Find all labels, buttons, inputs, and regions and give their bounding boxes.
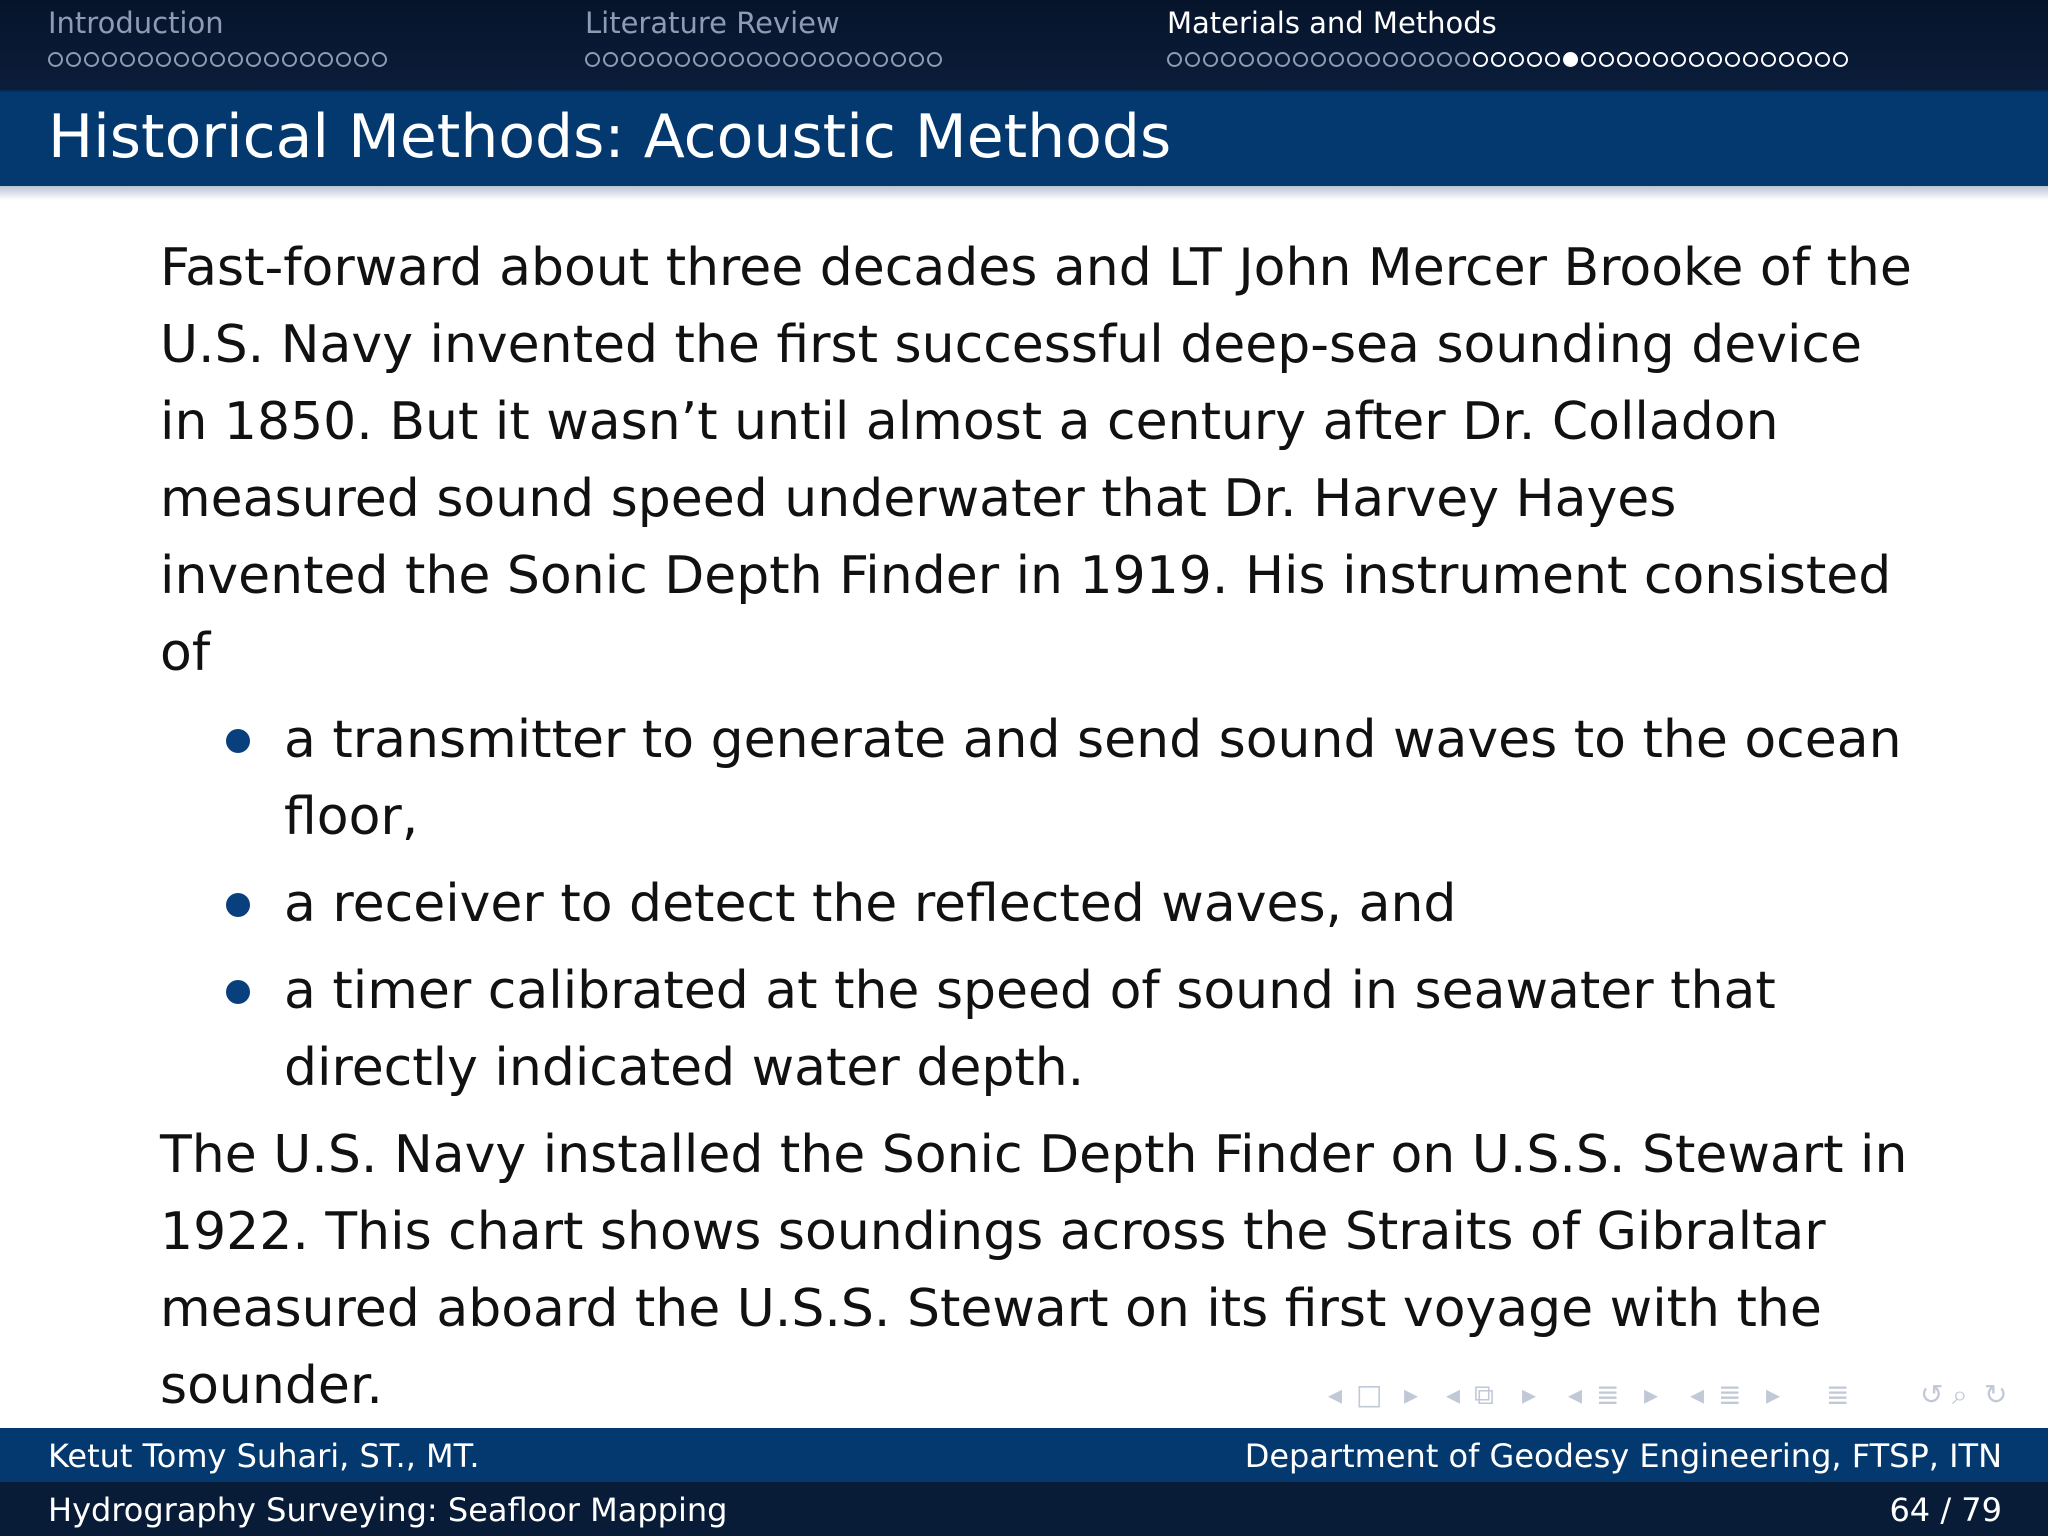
- frame-dot-icon[interactable]: [1167, 52, 1182, 67]
- forward-icon[interactable]: ↻: [1984, 1378, 2008, 1411]
- frame-dot-icon[interactable]: [1725, 52, 1740, 67]
- frame-dot-icon[interactable]: [1599, 52, 1614, 67]
- frame-dot-icon[interactable]: [174, 52, 189, 67]
- frame-dot-icon[interactable]: [1671, 52, 1686, 67]
- bullet-icon: [226, 893, 250, 917]
- frame-dot-icon[interactable]: [336, 52, 351, 67]
- footer-upper-bar: [0, 1428, 2048, 1482]
- frame-dot-icon[interactable]: [1509, 52, 1524, 67]
- frame-dot-icon[interactable]: [621, 52, 636, 67]
- frame-dot-icon[interactable]: [1185, 52, 1200, 67]
- frame-dot-icon[interactable]: [1455, 52, 1470, 67]
- frame-title-bar: [0, 90, 2048, 186]
- section-prev-icon[interactable]: ◂: [1568, 1378, 1583, 1411]
- frame-prev-icon[interactable]: ◂: [1328, 1378, 1343, 1411]
- frame-dot-icon[interactable]: [192, 52, 207, 67]
- frame-next-icon[interactable]: ▸: [1404, 1378, 1419, 1411]
- frame-dot-icon[interactable]: [102, 52, 117, 67]
- subsection-next-icon[interactable]: ▸: [1522, 1378, 1537, 1411]
- frame-dot-icon[interactable]: [48, 52, 63, 67]
- frame-dot-icon[interactable]: [1653, 52, 1668, 67]
- list-item-text: a transmitter to generate and send sound waves to the ocean floor,: [284, 710, 1902, 847]
- subsection-list-next-icon[interactable]: ▸: [1766, 1378, 1781, 1411]
- bullet-icon: [226, 729, 250, 753]
- section-next-icon[interactable]: ▸: [1644, 1378, 1659, 1411]
- frame-icon[interactable]: □: [1356, 1378, 1383, 1411]
- frame-dot-icon[interactable]: [1689, 52, 1704, 67]
- footer-author: Ketut Tomy Suhari, ST., MT.: [48, 1437, 480, 1475]
- nav-section-title[interactable]: Literature Review: [585, 6, 840, 40]
- frame-dot-icon[interactable]: [1491, 52, 1506, 67]
- frame-dot-icon[interactable]: [228, 52, 243, 67]
- nav-dots-introduction: [48, 52, 387, 67]
- frame-dot-icon[interactable]: [1833, 52, 1848, 67]
- frame-dot-icon[interactable]: [765, 52, 780, 67]
- frame-dot-icon[interactable]: [1617, 52, 1632, 67]
- list-item: [160, 702, 1920, 856]
- frame-dot-icon[interactable]: [264, 52, 279, 67]
- frame-dot-icon[interactable]: [1527, 52, 1542, 67]
- bullet-icon: [226, 980, 250, 1004]
- list-item: [160, 953, 1920, 1107]
- intro-paragraph: Fast-forward about three decades and LT John Mercer Brooke of the U.S. Navy invented the first successful deep-sea sounding device in 1850. But it wasn’t until almost a century after Dr. Colladon measured sound speed underwater that Dr. Harvey Hayes invented the Sonic Depth Finder in 1919. His instrument consisted of: [160, 238, 1912, 683]
- frame-dot-icon[interactable]: [711, 52, 726, 67]
- nav-dots-materials-and-methods: [1167, 52, 1848, 67]
- frame-dot-icon[interactable]: [1203, 52, 1218, 67]
- frame-dot-icon[interactable]: [585, 52, 600, 67]
- frame-dot-icon[interactable]: [783, 52, 798, 67]
- frame-dot-icon[interactable]: [372, 52, 387, 67]
- frame-dot-icon[interactable]: [801, 52, 816, 67]
- frame-dot-icon[interactable]: [156, 52, 171, 67]
- frame-dot-icon[interactable]: [1311, 52, 1326, 67]
- frame-dot-icon[interactable]: [354, 52, 369, 67]
- frame-dot-icon[interactable]: [909, 52, 924, 67]
- subsection-icon[interactable]: ⧉: [1474, 1378, 1494, 1411]
- nav-dots-literature-review: [585, 52, 942, 67]
- frame-dot-icon[interactable]: [1581, 52, 1596, 67]
- frame-dot-icon[interactable]: [1239, 52, 1254, 67]
- frame-dot-icon[interactable]: [1779, 52, 1794, 67]
- frame-dot-icon[interactable]: [1797, 52, 1812, 67]
- title-shadow: [0, 186, 2048, 200]
- list-item: [160, 866, 1920, 943]
- frame-dot-icon[interactable]: [1707, 52, 1722, 67]
- frame-dot-icon[interactable]: [675, 52, 690, 67]
- frame-dot-icon[interactable]: [84, 52, 99, 67]
- frame-dot-icon[interactable]: [1563, 52, 1578, 67]
- frame-dot-icon[interactable]: [1293, 52, 1308, 67]
- frame-dot-icon[interactable]: [1815, 52, 1830, 67]
- frame-dot-icon[interactable]: [657, 52, 672, 67]
- frame-dot-icon[interactable]: [1401, 52, 1416, 67]
- frame-dot-icon[interactable]: [1545, 52, 1560, 67]
- frame-dot-icon[interactable]: [639, 52, 654, 67]
- frame-dot-icon[interactable]: [1419, 52, 1434, 67]
- frame-dot-icon[interactable]: [1743, 52, 1758, 67]
- instrument-component-list: [160, 702, 1920, 1107]
- frame-dot-icon[interactable]: [1437, 52, 1452, 67]
- nav-section-title[interactable]: Materials and Methods: [1167, 6, 1497, 40]
- frame-title: Historical Methods: Acoustic Methods: [48, 102, 1172, 172]
- frame-dot-icon[interactable]: [1347, 52, 1362, 67]
- frame-dot-icon[interactable]: [927, 52, 942, 67]
- footer-short-title: Hydrography Surveying: Seafloor Mapping: [48, 1491, 728, 1529]
- nav-section-title[interactable]: Introduction: [48, 6, 224, 40]
- frame-dot-icon[interactable]: [210, 52, 225, 67]
- list-item-text: a timer calibrated at the speed of sound in seawater that directly indicated water depth.: [284, 961, 1776, 1098]
- frame-dot-icon[interactable]: [747, 52, 762, 67]
- frame-dot-icon[interactable]: [318, 52, 333, 67]
- frame-dot-icon[interactable]: [603, 52, 618, 67]
- subsection-prev-icon[interactable]: ◂: [1446, 1378, 1461, 1411]
- slide-content: [160, 230, 1920, 1425]
- frame-dot-icon[interactable]: [1383, 52, 1398, 67]
- frame-dot-icon[interactable]: [837, 52, 852, 67]
- frame-dot-icon[interactable]: [855, 52, 870, 67]
- frame-dot-icon[interactable]: [246, 52, 261, 67]
- page-number: 64 / 79: [1889, 1491, 2002, 1529]
- frame-dot-icon[interactable]: [729, 52, 744, 67]
- appendix-icon[interactable]: ≣: [1826, 1378, 1850, 1411]
- navigation-symbols: [1320, 1378, 2030, 1414]
- search-icon[interactable]: ⌕: [1952, 1378, 1968, 1411]
- closing-paragraph: The U.S. Navy installed the Sonic Depth Finder on U.S.S. Stewart in 1922. This chart shows soundings across the Straits of Gibraltar measured aboard the U.S.S. Stewart on its first voyage with the sounder.: [160, 1125, 1908, 1416]
- frame-dot-icon[interactable]: [1329, 52, 1344, 67]
- frame-dot-icon[interactable]: [693, 52, 708, 67]
- frame-dot-icon[interactable]: [1365, 52, 1380, 67]
- frame-dot-icon[interactable]: [66, 52, 81, 67]
- frame-dot-icon[interactable]: [819, 52, 834, 67]
- subsection-list-icon[interactable]: ≣: [1718, 1378, 1742, 1411]
- frame-dot-icon[interactable]: [873, 52, 888, 67]
- frame-dot-icon[interactable]: [1473, 52, 1488, 67]
- footer-lower-bar: [0, 1482, 2048, 1536]
- frame-dot-icon[interactable]: [1761, 52, 1776, 67]
- frame-dot-icon[interactable]: [138, 52, 153, 67]
- frame-dot-icon[interactable]: [891, 52, 906, 67]
- frame-dot-icon[interactable]: [282, 52, 297, 67]
- section-navigation: [0, 0, 2048, 90]
- list-item-text: a receiver to detect the reflected waves, and: [284, 874, 1457, 934]
- frame-dot-icon[interactable]: [1257, 52, 1272, 67]
- back-icon[interactable]: ↺: [1920, 1378, 1944, 1411]
- frame-dot-icon[interactable]: [300, 52, 315, 67]
- subsection-list-prev-icon[interactable]: ◂: [1690, 1378, 1705, 1411]
- section-icon[interactable]: ≣: [1596, 1378, 1620, 1411]
- frame-dot-icon[interactable]: [120, 52, 135, 67]
- frame-dot-icon[interactable]: [1275, 52, 1290, 67]
- frame-dot-icon[interactable]: [1221, 52, 1236, 67]
- footer-institute: Department of Geodesy Engineering, FTSP, ITN: [1244, 1437, 2002, 1475]
- frame-dot-icon[interactable]: [1635, 52, 1650, 67]
